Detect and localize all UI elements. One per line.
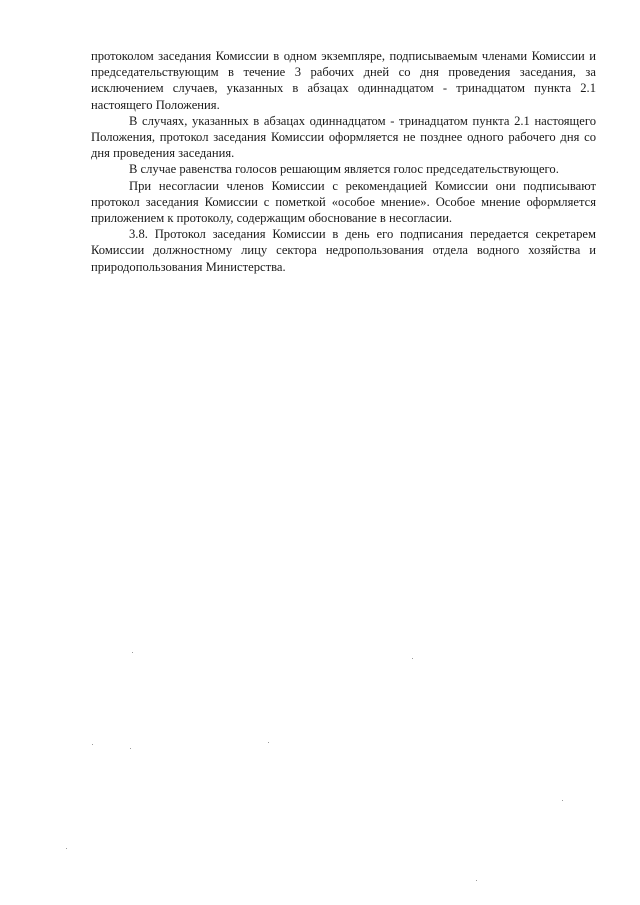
scan-speck: [562, 800, 563, 801]
scan-speck: [268, 742, 269, 743]
scan-speck: [130, 748, 131, 749]
paragraph-dissenting-opinion: При несогласии членов Комиссии с рекомендацией Комиссии они подписывают протокол заседания Комиссии с пометкой «особое мнение». Особое мнение оформляется приложением к протоколу, содержащим обоснование в несогласии.: [91, 178, 596, 226]
paragraph-tie-vote: В случае равенства голосов решающим является голос председательствующего.: [129, 162, 559, 177]
document-body: [91, 48, 596, 275]
paragraph-exception-cases: В случаях, указанных в абзацах одиннадцатом - тринадцатом пункта 2.1 настоящего Положения, протокол заседания Комиссии оформляется не позднее одного рабочего дня со дня проведения заседания.: [91, 113, 596, 161]
paragraph-section-3-8: 3.8. Протокол заседания Комиссии в день его подписания передается секретарем Комиссии должностному лицу сектора недропользования отдела водного хозяйства и природопользования Министерства.: [91, 227, 596, 274]
scan-speck: [92, 744, 93, 745]
scan-speck: [132, 652, 133, 653]
paragraph-protocol-signing: протоколом заседания Комиссии в одном экземпляре, подписываемым членами Комиссии и председательствующим в течение 3 рабочих дней со дня проведения заседания, за исключением случаев, указанных в абзацах одиннадцатом - тринадцатом пункта 2.1 настоящего Положения.: [91, 49, 596, 112]
scan-speck: [66, 848, 67, 849]
scan-speck: [476, 880, 477, 881]
scan-speck: [412, 658, 413, 659]
